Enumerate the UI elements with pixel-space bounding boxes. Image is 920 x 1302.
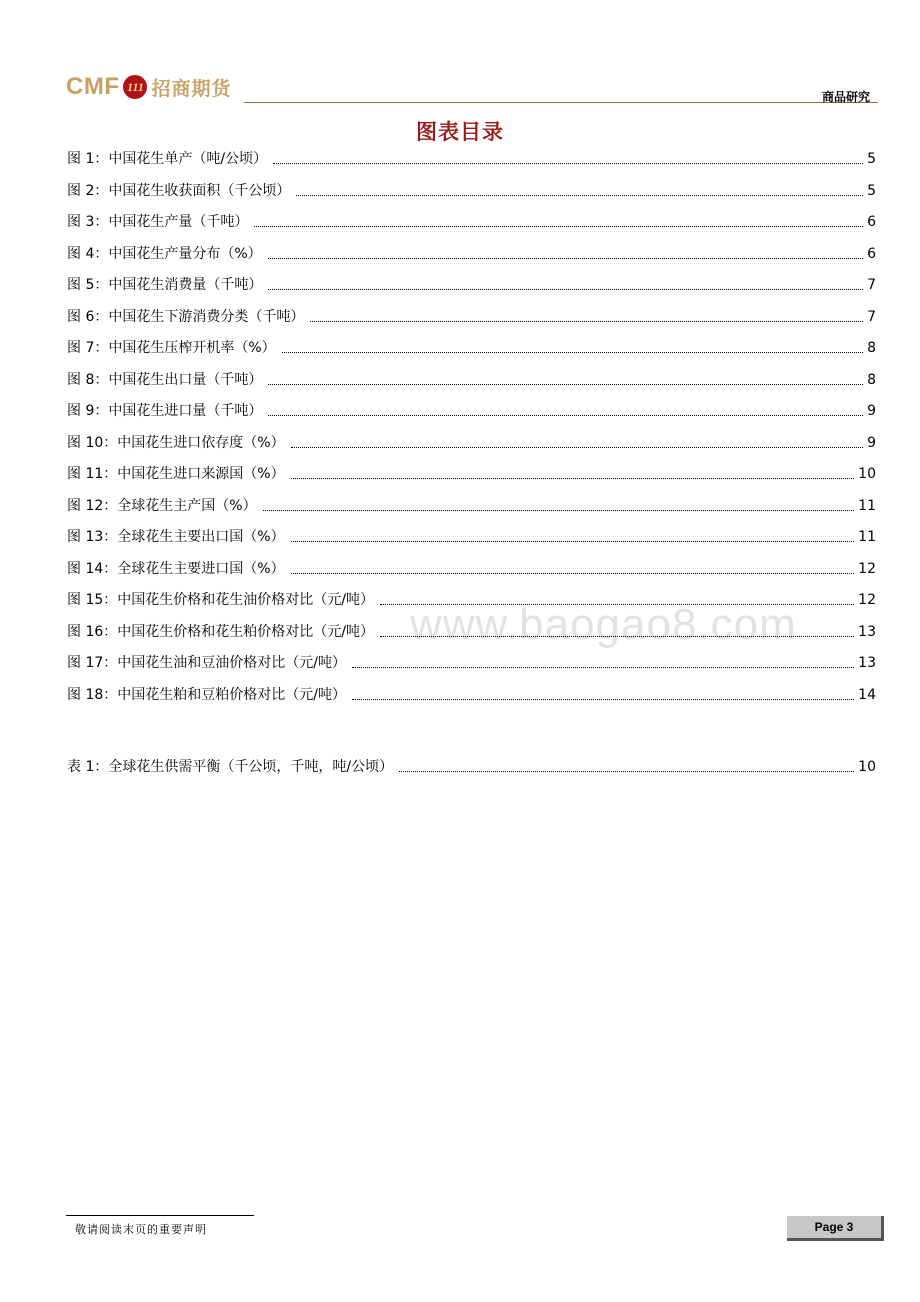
toc-entry[interactable]: [67, 146, 876, 168]
toc-entry-page: 10: [858, 759, 876, 775]
logo-badge-icon: 111: [123, 75, 147, 99]
toc-entry[interactable]: [67, 754, 876, 776]
toc-dot-leader: [296, 195, 863, 196]
toc-entry-page: 5: [867, 151, 876, 167]
logo-cmf-text: CMF: [66, 73, 120, 100]
footer-divider: [66, 1215, 254, 1216]
toc-entry[interactable]: [67, 587, 876, 609]
toc-entry[interactable]: [67, 335, 876, 357]
toc-entry-label: 图 14：全球花生主要进口国（%）: [67, 560, 285, 577]
toc-dot-leader: [352, 667, 854, 668]
watermark: www.baogao8.com: [410, 600, 797, 649]
toc-entry-page: 11: [858, 529, 876, 545]
toc-entry[interactable]: [67, 272, 876, 294]
toc-entry[interactable]: [67, 241, 876, 263]
toc-dot-leader: [254, 226, 863, 227]
toc-entry[interactable]: [67, 619, 876, 641]
toc-entry-page: 12: [858, 560, 876, 577]
toc-entry-label: 图 5：中国花生消费量（千吨）: [67, 277, 263, 293]
toc-entry[interactable]: [67, 682, 876, 704]
toc-entry-label: 图 15：中国花生价格和花生油价格对比（元/吨）: [67, 592, 374, 608]
toc-entry-label: 图 18：中国花生粕和豆粕价格对比（元/吨）: [67, 686, 346, 703]
toc-entry-page: 12: [858, 592, 876, 608]
toc-entry[interactable]: [67, 493, 876, 515]
toc-dot-leader: [268, 384, 863, 385]
toc-dot-leader: [291, 541, 855, 542]
toc-dot-leader: [282, 352, 863, 353]
toc-entry-label: 图 16：中国花生价格和花生粕价格对比（元/吨）: [67, 623, 374, 640]
toc-entry-label: 图 10：中国花生进口依存度（%）: [67, 434, 285, 451]
section-label: 商品研究: [821, 90, 870, 104]
toc-entry-page: 13: [858, 655, 876, 671]
toc-dot-leader: [399, 771, 854, 772]
page-title: 图表目录: [416, 120, 504, 144]
logo-company-name: 招商期货: [151, 77, 232, 100]
toc-entry-label: 图 9：中国花生进口量（千吨）: [67, 403, 263, 419]
toc-dot-leader: [380, 636, 854, 637]
company-logo: [66, 72, 232, 102]
toc-entry-page: 11: [858, 497, 876, 514]
toc-entry[interactable]: [67, 650, 876, 672]
toc-entry-label: 图 7：中国花生压榨开机率（%）: [67, 340, 276, 356]
toc-entry-label: 图 12：全球花生主产国（%）: [67, 497, 257, 514]
toc-entry-label: 图 17：中国花生油和豆油价格对比（元/吨）: [67, 655, 346, 671]
page-number-badge: Page 3: [787, 1216, 884, 1241]
toc-entry[interactable]: [67, 209, 876, 231]
toc-entry-label: 表 1：全球花生供需平衡（千公顷，千吨，吨/公顷）: [67, 759, 394, 775]
toc-dot-leader: [380, 604, 854, 605]
toc-entry-label: 图 1：中国花生单产（吨/公顷）: [67, 151, 268, 167]
toc-entry-label: 图 4：中国花生产量分布（%）: [67, 245, 262, 262]
toc-entry-page: 10: [858, 466, 876, 482]
toc-dot-leader: [291, 573, 855, 574]
toc-entry-page: 5: [867, 182, 876, 199]
toc-entry[interactable]: [67, 430, 876, 452]
toc-dot-leader: [273, 163, 863, 164]
toc-dot-leader: [268, 415, 863, 416]
toc-entry-page: 13: [858, 623, 876, 640]
toc-entry[interactable]: [67, 367, 876, 389]
disclaimer-note: 敬请阅读末页的重要声明: [75, 1223, 207, 1236]
toc-entry[interactable]: [67, 178, 876, 200]
toc-entry-page: 14: [858, 686, 876, 703]
toc-dot-leader: [268, 289, 863, 290]
toc-entry-label: 图 11：中国花生进口来源国（%）: [67, 466, 285, 482]
toc-entry-page: 6: [867, 245, 876, 262]
toc-dot-leader: [268, 258, 863, 259]
toc-entry-label: 图 8：中国花生出口量（千吨）: [67, 371, 263, 388]
toc-entry-page: 8: [867, 340, 876, 356]
toc-dot-leader: [291, 478, 855, 479]
toc-entry[interactable]: [67, 304, 876, 326]
toc-entry-label: 图 13：全球花生主要出口国（%）: [67, 529, 285, 545]
toc-entry[interactable]: [67, 398, 876, 420]
toc-entry[interactable]: [67, 461, 876, 483]
toc-entry-page: 7: [867, 308, 876, 325]
toc-dot-leader: [291, 447, 864, 448]
toc-dot-leader: [310, 321, 863, 322]
page-header: [66, 70, 878, 106]
header-divider: [244, 102, 878, 103]
toc-entry[interactable]: [67, 524, 876, 546]
toc-entry-label: 图 6：中国花生下游消费分类（千吨）: [67, 308, 305, 325]
toc-dot-leader: [263, 510, 855, 511]
toc-entry-page: 7: [867, 277, 876, 293]
toc-dot-leader: [352, 699, 854, 700]
toc-entry-page: 8: [867, 371, 876, 388]
toc-entry-page: 6: [867, 214, 876, 230]
toc-entry-page: 9: [867, 434, 876, 451]
toc-entry-label: 图 3：中国花生产量（千吨）: [67, 214, 249, 230]
toc-entry-page: 9: [867, 403, 876, 419]
toc-entry-label: 图 2：中国花生收获面积（千公顷）: [67, 182, 291, 199]
toc-entry[interactable]: [67, 556, 876, 578]
